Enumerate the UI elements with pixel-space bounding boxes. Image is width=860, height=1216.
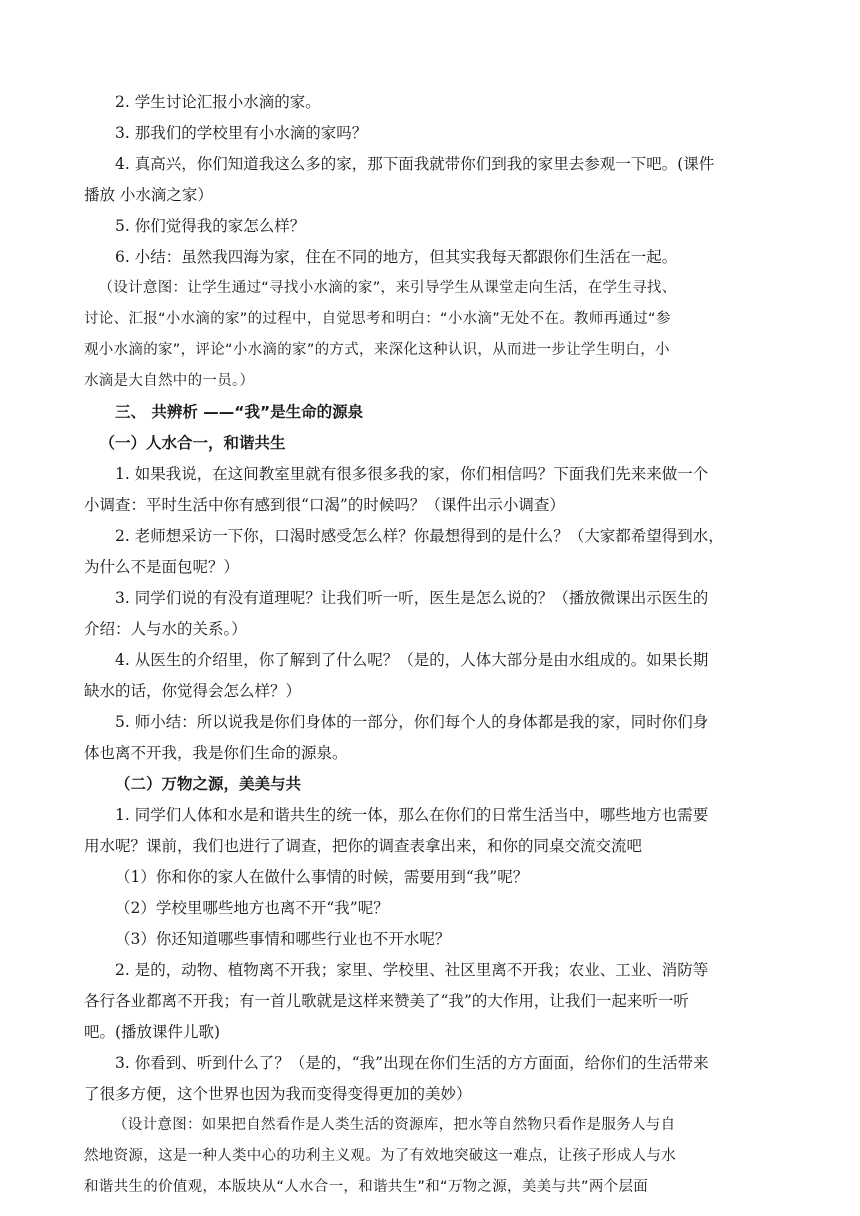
paragraph-continuation: 为什么不是面包呢？） [84,558,240,576]
paragraph: 2. 学生讨论汇报小水滴的家。 [115,93,321,111]
design-intent-paragraph: （设计意图：让学生通过“寻找小水滴的家”，来引导学生从课堂走向生活，在学生寻找、 [98,280,677,296]
design-intent-line: 水滴是大自然中的一员。） [84,373,255,389]
subsection-heading: （一）人水合一，和谐共生 [99,434,286,452]
design-intent-line: 和谐共生的价值观，本版块从“人水合一，和谐共生”和“万物之源，美美与共”两个层面 [84,1179,649,1195]
paragraph-continuation: 吧。(播放课件儿歌) [84,1023,221,1041]
paragraph: 5. 师小结：所以说我是你们身体的一部分，你们每个人的身体都是我的家，同时你们身 [115,713,709,731]
paragraph-continuation: 介绍：人与水的关系。） [84,620,247,638]
paragraph: 5. 你们觉得我的家怎么样？ [115,217,306,235]
section-heading: 三、 共辨析 ——“我”是生命的源泉 [115,403,364,421]
paragraph-continuation: 小调查：平时生活中你有感到很“口渴”的时候吗？（课件出示小调查） [84,496,565,514]
paragraph: 1. 如果我说，在这间教室里就有很多很多我的家，你们相信吗？下面我们先来来做一个 [115,465,709,483]
design-intent-paragraph: （设计意图：如果把自然看作是人类生活的资源库，把水等自然物只看作是服务人与自 [113,1117,676,1133]
paragraph-continuation: 缺水的话，你觉得会怎么样？） [84,682,302,700]
paragraph: 2. 老师想采访一下你，口渴时感受怎么样？你最想得到的是什么？（大家都希望得到水， [115,527,724,545]
paragraph: 2. 是的，动物、植物离不开我；家里、学校里、社区里离不开我；农业、工业、消防等 [115,961,709,979]
list-item: （1）你和你的家人在做什么事情的时候，需要用到“我”呢？ [115,868,529,886]
design-intent-line: 讨论、汇报“小水滴的家”的过程中，自觉思考和明白：“小水滴”无处不在。教师再通过“参 [84,311,671,327]
paragraph: 4. 真高兴，你们知道我这么多的家，那下面我就带你们到我的家里去参观一下吧。(课件 [115,155,715,173]
paragraph: 3. 那我们的学校里有小水滴的家吗？ [115,124,368,142]
paragraph: 3. 你看到、听到什么了？（是的，“我”出现在你们生活的方方面面，给你们的生活带来 [115,1054,709,1072]
list-item: （2）学校里哪些地方也离不开“我”呢？ [115,899,389,917]
subsection-heading: （二）万物之源，美美与共 [115,775,302,793]
paragraph-continuation: 了很多方便，这个世界也因为我而变得变得更加的美妙） [84,1085,472,1103]
paragraph: 6. 小结：虽然我四海为家，住在不同的地方，但其实我每天都跟你们生活在一起。 [115,248,678,266]
list-item: （3）你还知道哪些事情和哪些行业也不开水呢？ [115,930,451,948]
paragraph-continuation: 用水呢？课前，我们也进行了调查，把你的调查表拿出来，和你的同桌交流交流吧 [84,837,643,855]
paragraph: 3. 同学们说的有没有道理呢？让我们听一听，医生是怎么说的？（播放微课出示医生的 [115,589,709,607]
paragraph: 4. 从医生的介绍里，你了解到了什么呢？（是的，人体大部分是由水组成的。如果长期 [115,651,709,669]
paragraph: 1. 同学们人体和水是和谐共生的统一体，那么在你们的日常生活当中，哪些地方也需要 [115,806,709,824]
document-body [84,87,784,1203]
design-intent-line: 观小水滴的家”，评论“小水滴的家”的方式，来深化这种认识，从而进一步让学生明白，小 [84,342,670,358]
paragraph-continuation: 各行各业都离不开我；有一首儿歌就是这样来赞美了“我”的大作用，让我们一起来听一听 [84,992,689,1010]
paragraph-continuation: 播放 小水滴之家） [84,186,213,204]
design-intent-line: 然地资源，这是一种人类中心的功利主义观。为了有效地突破这一难点，让孩子形成人与水 [84,1148,676,1164]
paragraph-continuation: 体也离不开我，我是你们生命的源泉。 [84,744,348,762]
